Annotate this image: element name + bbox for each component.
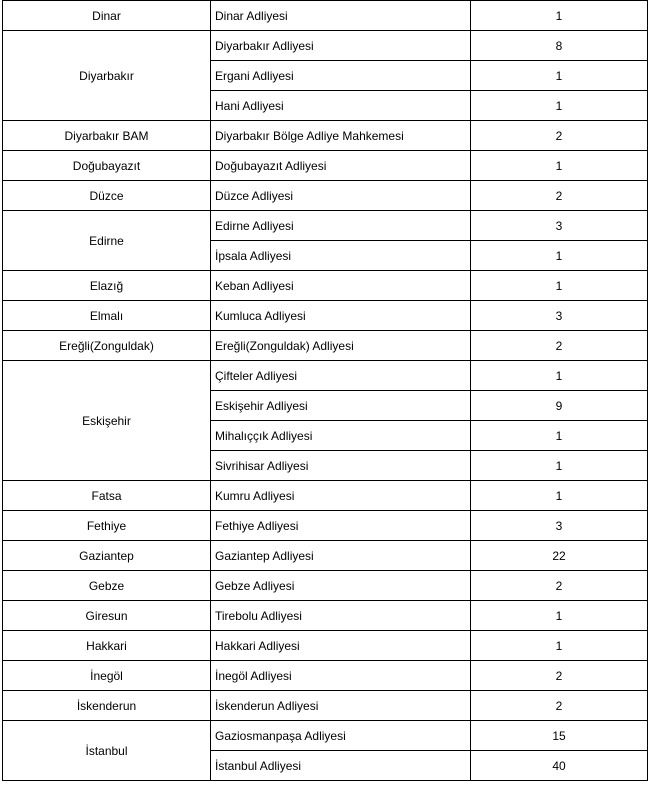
- table-row-group: [2, 721, 648, 781]
- court-name-cell: Dinar Adliyesi: [211, 1, 471, 30]
- count-cell: 40: [552, 758, 566, 773]
- table-row-group: [2, 361, 648, 481]
- court-rows: [211, 511, 647, 540]
- court-name-cell: Düzce Adliyesi: [211, 181, 471, 210]
- count-cell: 1: [555, 638, 563, 653]
- court-rows: [211, 541, 647, 570]
- count-cell: 1: [555, 8, 563, 23]
- city-cell: Hakkari: [3, 631, 211, 660]
- table-row: [211, 390, 647, 420]
- court-rows: [211, 631, 647, 660]
- table-row: [211, 721, 647, 750]
- city-cell: Düzce: [3, 181, 211, 210]
- table-row-group: [2, 631, 648, 661]
- count-cell: 1: [555, 98, 563, 113]
- city-cell: Edirne: [3, 211, 211, 270]
- court-rows: [211, 661, 647, 690]
- court-name-cell: Eskişehir Adliyesi: [211, 391, 471, 420]
- city-cell: Elmalı: [3, 301, 211, 330]
- city-cell: Ereğli(Zonguldak): [3, 331, 211, 360]
- table-row-group: [2, 151, 648, 181]
- count-cell: 1: [555, 368, 563, 383]
- table-row: [211, 691, 647, 720]
- court-name-cell: Keban Adliyesi: [211, 271, 471, 300]
- table-row: [211, 361, 647, 390]
- city-cell: Fethiye: [3, 511, 211, 540]
- city-cell: Giresun: [3, 601, 211, 630]
- court-name-cell: Kumluca Adliyesi: [211, 301, 471, 330]
- city-cell: Dinar: [3, 1, 211, 30]
- table-row: [211, 60, 647, 90]
- table-row: [211, 601, 647, 630]
- table-row: [211, 331, 647, 360]
- city-cell: Elazığ: [3, 271, 211, 300]
- table-row-group: [2, 271, 648, 301]
- city-cell: Gebze: [3, 571, 211, 600]
- court-name-cell: Gaziosmanpaşa Adliyesi: [211, 721, 471, 750]
- court-rows: [211, 1, 647, 30]
- court-name-cell: Kumru Adliyesi: [211, 481, 471, 510]
- count-cell: 3: [555, 518, 563, 533]
- count-cell: 22: [552, 548, 566, 563]
- table-row: [211, 240, 647, 270]
- table-row: [211, 1, 647, 30]
- court-name-cell: Tirebolu Adliyesi: [211, 601, 471, 630]
- count-cell: 2: [555, 128, 563, 143]
- city-cell: Diyarbakır BAM: [3, 121, 211, 150]
- court-rows: [211, 151, 647, 180]
- city-cell: İstanbul: [3, 721, 211, 780]
- count-cell: 1: [555, 158, 563, 173]
- count-cell: 3: [555, 218, 563, 233]
- court-rows: [211, 181, 647, 210]
- court-name-cell: Gebze Adliyesi: [211, 571, 471, 600]
- court-name-cell: Sivrihisar Adliyesi: [211, 451, 471, 480]
- count-cell: 1: [555, 458, 563, 473]
- count-cell: 1: [555, 488, 563, 503]
- table-row-group: [2, 601, 648, 631]
- court-name-cell: Ereğli(Zonguldak) Adliyesi: [211, 331, 471, 360]
- table-row: [211, 511, 647, 540]
- table-row: [211, 301, 647, 330]
- table-row: [211, 271, 647, 300]
- table-row: [211, 750, 647, 780]
- court-rows: [211, 721, 647, 780]
- table-row: [211, 450, 647, 480]
- table-row-group: [2, 331, 648, 361]
- table-row-group: [2, 661, 648, 691]
- court-name-cell: İskenderun Adliyesi: [211, 691, 471, 720]
- table-row: [211, 211, 647, 240]
- count-cell: 2: [555, 698, 563, 713]
- table-row: [211, 31, 647, 60]
- court-rows: [211, 481, 647, 510]
- court-rows: [211, 31, 647, 120]
- table-row-group: [2, 691, 648, 721]
- court-rows: [211, 361, 647, 480]
- court-name-cell: Gaziantep Adliyesi: [211, 541, 471, 570]
- count-cell: 8: [555, 38, 563, 53]
- court-name-cell: Ergani Adliyesi: [211, 61, 471, 90]
- count-cell: 1: [555, 278, 563, 293]
- table-row-group: [2, 511, 648, 541]
- table-row: [211, 631, 647, 660]
- count-cell: 9: [555, 398, 563, 413]
- table-row-group: [2, 541, 648, 571]
- court-rows: [211, 691, 647, 720]
- court-rows: [211, 331, 647, 360]
- table-row-group: [2, 1, 648, 31]
- court-name-cell: İpsala Adliyesi: [211, 241, 471, 270]
- count-cell: 1: [555, 428, 563, 443]
- count-cell: 1: [555, 68, 563, 83]
- table-row-group: [2, 31, 648, 121]
- table-row: [211, 181, 647, 210]
- court-rows: [211, 301, 647, 330]
- table-row-group: [2, 181, 648, 211]
- table-row-group: [2, 211, 648, 271]
- count-cell: 2: [555, 668, 563, 683]
- city-cell: İskenderun: [3, 691, 211, 720]
- court-name-cell: Hani Adliyesi: [211, 91, 471, 120]
- court-name-cell: Fethiye Adliyesi: [211, 511, 471, 540]
- city-cell: Doğubayazıt: [3, 151, 211, 180]
- court-name-cell: Çifteler Adliyesi: [211, 361, 471, 390]
- count-cell: 15: [552, 728, 566, 743]
- court-name-cell: Doğubayazıt Adliyesi: [211, 151, 471, 180]
- court-name-cell: Diyarbakır Adliyesi: [211, 31, 471, 60]
- city-cell: Gaziantep: [3, 541, 211, 570]
- table-row: [211, 481, 647, 510]
- count-cell: 3: [555, 308, 563, 323]
- count-cell: 2: [555, 338, 563, 353]
- city-cell: Eskişehir: [3, 361, 211, 480]
- table-row-group: [2, 301, 648, 331]
- court-rows: [211, 271, 647, 300]
- table-row: [211, 420, 647, 450]
- court-rows: [211, 121, 647, 150]
- court-rows: [211, 211, 647, 270]
- table-row: [211, 151, 647, 180]
- table-row-group: [2, 571, 648, 601]
- court-rows: [211, 571, 647, 600]
- court-rows: [211, 601, 647, 630]
- table-row: [211, 90, 647, 120]
- table-row-group: [2, 121, 648, 151]
- table-row-group: [2, 481, 648, 511]
- table-row: [211, 541, 647, 570]
- city-cell: Diyarbakır: [3, 31, 211, 120]
- count-cell: 2: [555, 188, 563, 203]
- table-row: [211, 571, 647, 600]
- court-name-cell: Edirne Adliyesi: [211, 211, 471, 240]
- courthouse-table: [2, 0, 648, 781]
- court-name-cell: İnegöl Adliyesi: [211, 661, 471, 690]
- count-cell: 1: [555, 248, 563, 263]
- court-name-cell: Hakkari Adliyesi: [211, 631, 471, 660]
- court-name-cell: Diyarbakır Bölge Adliye Mahkemesi: [211, 121, 471, 150]
- court-name-cell: Mihalıççık Adliyesi: [211, 421, 471, 450]
- city-cell: İnegöl: [3, 661, 211, 690]
- court-name-cell: İstanbul Adliyesi: [211, 751, 471, 780]
- count-cell: 1: [555, 608, 563, 623]
- table-row: [211, 661, 647, 690]
- table-row: [211, 121, 647, 150]
- city-cell: Fatsa: [3, 481, 211, 510]
- count-cell: 2: [555, 578, 563, 593]
